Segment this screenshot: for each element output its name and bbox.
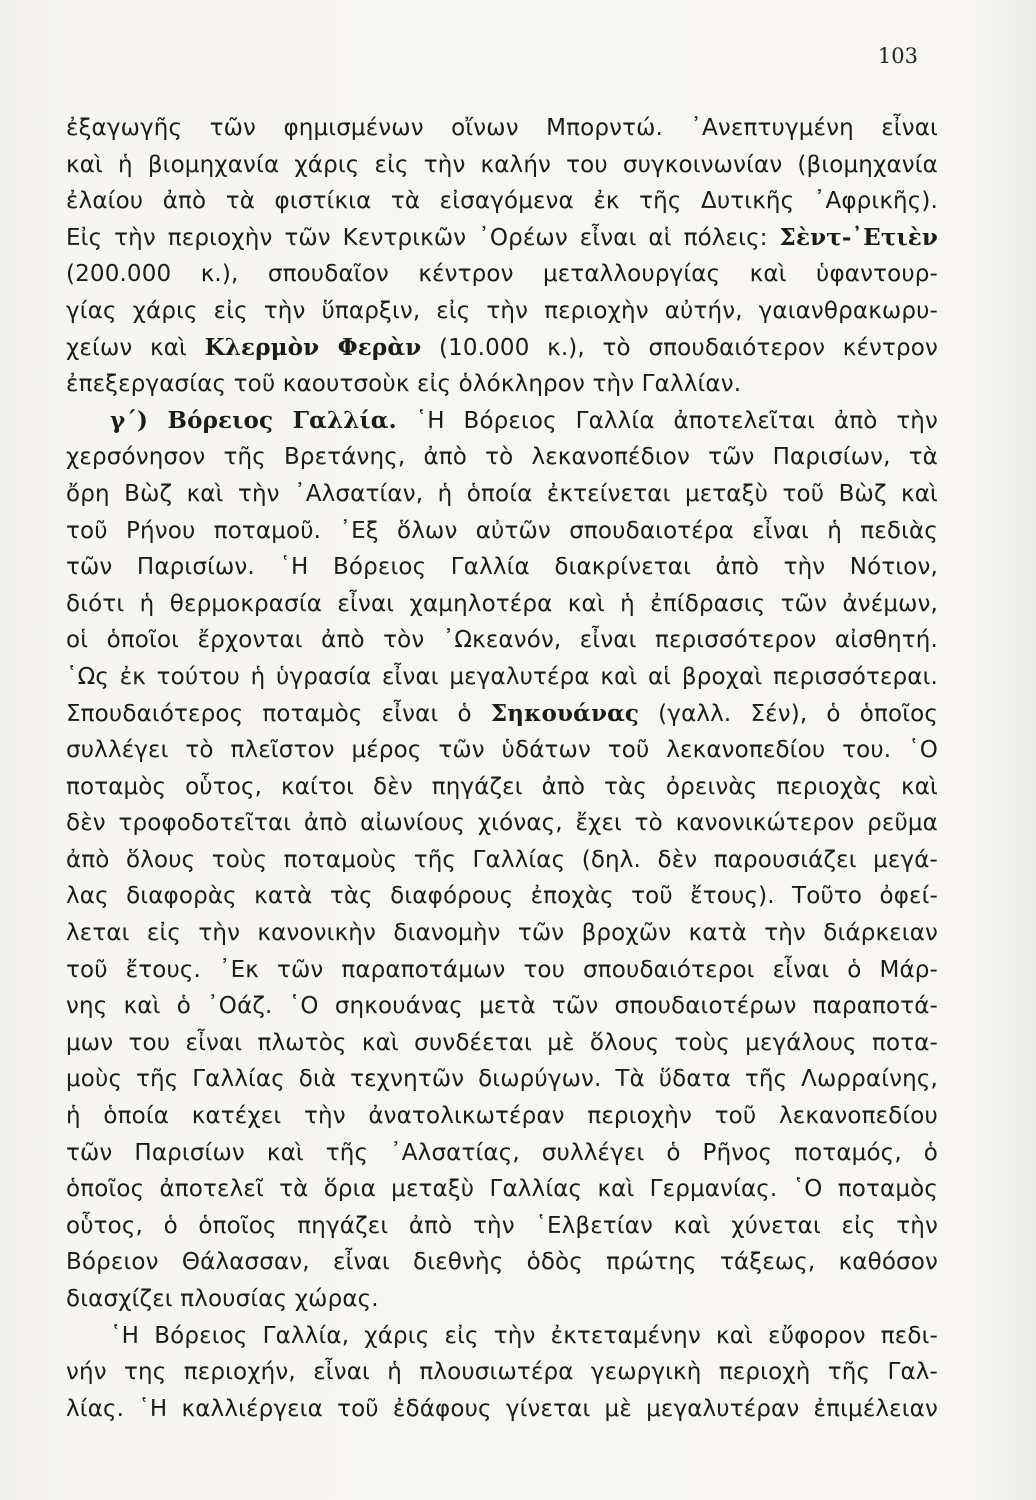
text-line: ἐπεξεργασίας τοῦ καουτσοὺκ εἰς ὁλόκληρον τὴν Γαλλίαν. [66, 371, 742, 398]
text-line: μων του εἶναι πλωτὸς καὶ συνδέεται μὲ ὅλους τοὺς μεγάλους ποτα- [66, 1029, 938, 1056]
text-line: νήν της περιοχήν, εἶναι ἡ πλουσιωτέρα γεωργικὴ περιοχὴ τῆς Γαλ- [66, 1359, 938, 1386]
text-segment: χείων καὶ [66, 334, 205, 361]
text-line: τοῦ Ρήνου ποταμοῦ. ᾿Εξ ὅλων αὐτῶν σπουδαιοτέρα εἶναι ἡ πεδιὰς [66, 517, 938, 544]
text-line: ἐξαγωγῆς τῶν φημισμένων οἴνων Μπορντώ. ᾿Ανεπτυγμένη εἶναι [66, 115, 938, 141]
text-line: Βόρειον Θάλασσαν, εἶναι διεθνὴς ὁδὸς πρώτης τάξεως, καθόσον [66, 1249, 938, 1276]
text-line: γίας χάρις εἰς τὴν ὕπαρξιν, εἰς τὴν περιοχὴν αὐτήν, γαιανθρακωρυ- [66, 297, 938, 324]
text-line: ὁποῖος ἀποτελεῖ τὰ ὅρια μεταξὺ Γαλλίας καὶ Γερμανίας. ῾Ο ποταμὸς [66, 1176, 938, 1203]
page-text-body [66, 110, 938, 1427]
text-line [66, 696, 938, 733]
text-line: λας διαφορὰς κατὰ τὰς διαφόρους ἐποχὰς τοῦ ἔτους). Τοῦτο ὀφεί- [66, 883, 938, 910]
text-line: συλλέγει τὸ πλεῖστον μέρος τῶν ὑδάτων τοῦ λεκανοπεδίου του. ῾Ο [66, 737, 938, 764]
text-line [66, 330, 938, 367]
text-line: τῶν Παρισίων. ῾Η Βόρειος Γαλλία διακρίνεται ἀπὸ τὴν Νότιον, [66, 554, 938, 581]
text-segment: (10.000 κ.), τὸ σπουδαιότερον κέντρον [421, 334, 938, 361]
text-line: δὲν τροφοδοτεῖται ἀπὸ αἰωνίους χιόνας, ἔχει τὸ κανονικώτερον ρεῦμα [66, 810, 938, 837]
text-line: καὶ ἡ βιομηχανία χάρις εἰς τὴν καλήν του συγκοινωνίαν (βιομηχανία [66, 151, 938, 178]
bold-term: Σηκουάνας [490, 699, 640, 727]
text-segment: Σπουδαιότερος ποταμὸς εἶναι ὁ [66, 700, 491, 727]
text-line: οἱ ὁποῖοι ἔρχονται ἀπὸ τὸν ᾿Ωκεανόν, εἶναι περισσότερον αἰσθητή. [66, 627, 938, 654]
text-line: ποταμὸς οὗτος, καίτοι δὲν πηγάζει ἀπὸ τὰς ὀρεινὰς περιοχὰς καὶ [66, 773, 938, 800]
text-line: διασχίζει πλουσίας χώρας. [66, 1286, 379, 1312]
text-line: ῾Ως ἐκ τούτου ἡ ὑγρασία εἶναι μεγαλυτέρα καὶ αἱ βροχαὶ περισσότεραι. [66, 663, 938, 690]
text-line: διότι ἡ θερμοκρασία εἶναι χαμηλοτέρα καὶ ἡ ἐπίδρασις τῶν ἀνέμων, [66, 590, 938, 617]
text-line: τοῦ ἔτους. ᾿Εκ τῶν παραποτάμων του σπουδαιότεροι εἶναι ὁ Μάρ- [66, 956, 938, 983]
text-segment: Εἰς τὴν περιοχὴν τῶν Κεντρικῶν ᾿Ορέων εἶναι αἱ πόλεις: [66, 224, 780, 251]
text-line: τῶν Παρισίων καὶ τῆς ᾿Αλσατίας, συλλέγει ὁ Ρῆνος ποταμός, ὁ [66, 1139, 938, 1166]
text-line: χερσόνησον τῆς Βρετάνης, ἀπὸ τὸ λεκανοπέδιον τῶν Παρισίων, τὰ [66, 444, 938, 471]
text-line: ἀπὸ ὅλους τοὺς ποταμοὺς τῆς Γαλλίας (δηλ. δὲν παρουσιάζει μεγά- [66, 846, 938, 873]
bold-term: Σὲντ-᾿Ετιὲν [779, 223, 938, 251]
text-line: οὗτος, ὁ ὁποῖος πηγάζει ἀπὸ τὴν ῾Ελβετίαν καὶ χύνεται εἰς τὴν [66, 1212, 938, 1239]
text-line: λίας. ῾Η καλλιέργεια τοῦ ἐδάφους γίνεται μὲ μεγαλυτέραν ἐπιμέλειαν [66, 1395, 938, 1422]
text-segment: ῾Η Βόρειος Γαλλία ἀποτελεῖται ἀπὸ τὴν [396, 407, 938, 434]
text-line: μοὺς τῆς Γαλλίας διὰ τεχνητῶν διωρύγων. Τὰ ὕδατα τῆς Λωρραίνης, [66, 1066, 938, 1093]
text-line: λεται εἰς τὴν κανονικὴν διανομὴν τῶν βροχῶν κατὰ τὴν διάρκειαν [66, 920, 938, 947]
text-line: ἐλαίου ἀπὸ τὰ φιστίκια τὰ εἰσαγόμενα ἐκ τῆς Δυτικῆς ᾿Αφρικῆς). [66, 188, 938, 215]
bold-term: γ΄) Βόρειος Γαλλία. [110, 406, 397, 434]
text-line: (200.000 κ.), σπουδαῖον κέντρον μεταλλουργίας καὶ ὑφαντουρ- [66, 261, 938, 288]
text-line [66, 403, 938, 440]
text-line [66, 220, 938, 257]
text-line: ῾Η Βόρειος Γαλλία, χάρις εἰς τὴν ἐκτεταμένην καὶ εὔφορον πεδι- [110, 1322, 938, 1349]
text-segment: (γαλλ. Σέν), ὁ ὁποῖος [639, 700, 938, 727]
bold-term: Κλερμὸν Φερὰν [204, 333, 422, 361]
text-line: ἡ ὁποία κατέχει τὴν ἀνατολικωτέραν περιοχὴν τοῦ λεκανοπεδίου [66, 1103, 938, 1130]
text-line: ὄρη Βὼζ καὶ τὴν ᾿Αλσατίαν, ἡ ὁποία ἐκτείνεται μεταξὺ τοῦ Βὼζ καὶ [66, 480, 938, 507]
page-number: 103 [877, 44, 918, 68]
text-line: νης καὶ ὁ ᾿Οάζ. ῾Ο σηκουάνας μετὰ τῶν σπουδαιοτέρων παραποτά- [66, 993, 938, 1020]
